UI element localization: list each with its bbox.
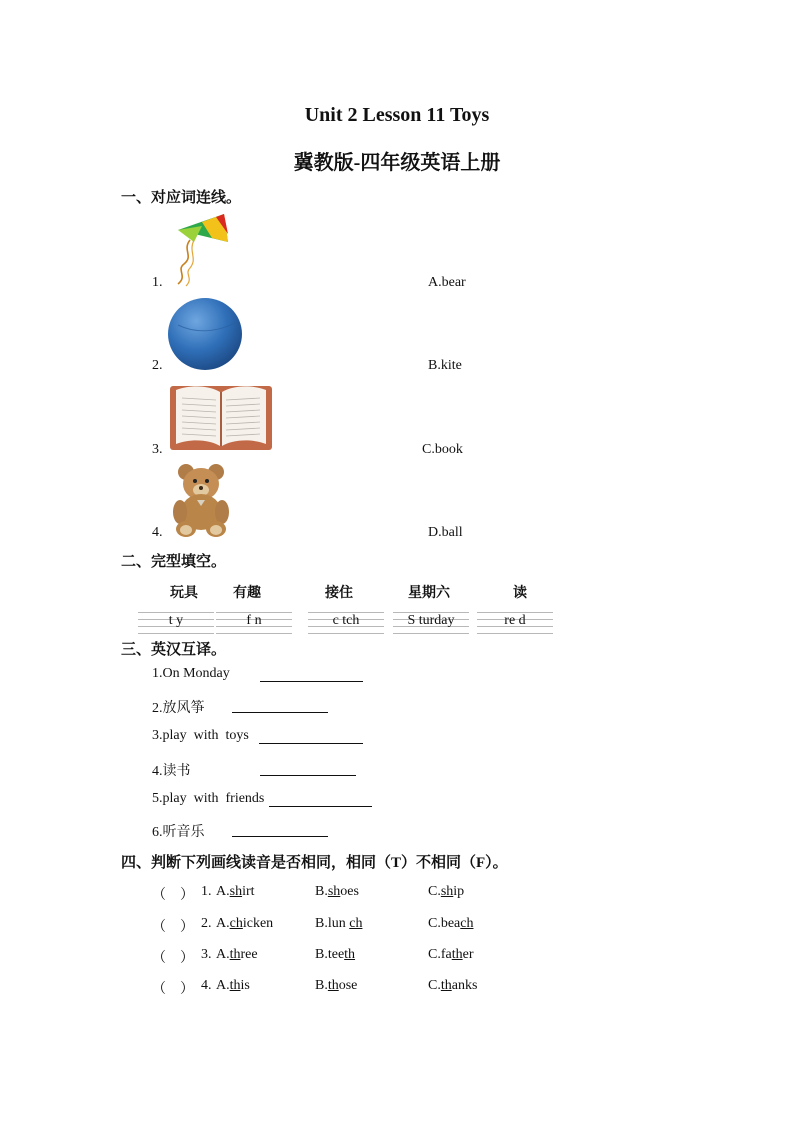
section1-heading: 一、对应词连线。 — [121, 190, 242, 206]
phonics-2-c: C.beach — [428, 916, 474, 931]
phonics-3-c: C.father — [428, 947, 474, 962]
match-number-3: 3. — [152, 442, 163, 457]
phonics-1-a: A.shirt — [216, 884, 255, 899]
answer-paren-2[interactable]: （ ） — [152, 920, 194, 935]
match-number-4: 4. — [152, 525, 163, 540]
cn-word-read: 读 — [513, 586, 527, 601]
ball-icon — [164, 295, 246, 373]
phonics-3-b: B.teeth — [315, 947, 356, 962]
match-option-d: D.ball — [428, 525, 463, 540]
book-icon — [166, 380, 276, 454]
fill-blank-catch[interactable] — [308, 612, 384, 634]
kite-icon — [164, 212, 230, 288]
fill-blank-read-text: re d — [504, 613, 526, 628]
translate-item-3: 3.play with toys — [152, 728, 249, 743]
phonics-number-3: 3. — [201, 947, 212, 962]
phonics-2-b: B.lun ch — [315, 916, 363, 931]
translate-item-6: 6.听音乐 — [152, 825, 205, 840]
fill-blank-fun[interactable] — [216, 612, 292, 634]
match-option-b: B.kite — [428, 358, 462, 373]
phonics-number-4: 4. — [201, 978, 212, 993]
answer-line-5[interactable] — [269, 806, 372, 807]
phonics-number-1: 1. — [201, 884, 212, 899]
section2-heading: 二、完型填空。 — [121, 554, 227, 570]
phonics-4-c: C.thanks — [428, 978, 478, 993]
answer-line-2[interactable] — [232, 712, 328, 713]
phonics-1-c: C.ship — [428, 884, 465, 899]
phonics-4-a: A.this — [216, 978, 250, 993]
document-title: Unit 2 Lesson 11 Toys — [304, 104, 490, 126]
answer-paren-1[interactable]: （ ） — [152, 888, 194, 903]
match-number-1: 1. — [152, 275, 163, 290]
translate-item-4: 4.读书 — [152, 764, 191, 779]
fill-blank-toy[interactable] — [138, 612, 214, 634]
fill-blank-fun-text: f n — [246, 613, 262, 628]
phonics-4-b: B.those — [315, 978, 358, 993]
match-option-a: A.bear — [428, 275, 466, 290]
answer-paren-4[interactable]: （ ） — [152, 982, 194, 997]
fill-blank-saturday-text: S turday — [407, 613, 455, 628]
fill-blank-catch-text: c tch — [332, 613, 360, 628]
match-option-c: C.book — [422, 442, 463, 457]
phonics-3-a: A.three — [216, 947, 258, 962]
answer-line-6[interactable] — [232, 836, 328, 837]
section3-heading: 三、英汉互译。 — [121, 642, 227, 658]
translate-item-5: 5.play with friends — [152, 791, 265, 806]
section4-heading: 四、判断下列画线读音是否相同，相同（T）不相同（F）。 — [121, 855, 508, 871]
cn-word-toy: 玩具 — [170, 586, 198, 601]
document-subtitle: 冀教版-四年级英语上册 — [293, 152, 501, 174]
fill-blank-toy-text: t y — [168, 613, 184, 628]
answer-paren-3[interactable]: （ ） — [152, 951, 194, 966]
teddy-bear-icon — [166, 462, 236, 538]
fill-blank-saturday[interactable] — [393, 612, 469, 634]
answer-line-1[interactable] — [260, 681, 363, 682]
phonics-number-2: 2. — [201, 916, 212, 931]
answer-line-3[interactable] — [259, 743, 363, 744]
phonics-1-b: B.shoes — [315, 884, 359, 899]
cn-word-fun: 有趣 — [233, 586, 261, 601]
fill-blank-read[interactable] — [477, 612, 553, 634]
phonics-2-a: A.chicken — [216, 916, 274, 931]
match-number-2: 2. — [152, 358, 163, 373]
cn-word-saturday: 星期六 — [408, 586, 450, 601]
answer-line-4[interactable] — [260, 775, 356, 776]
cn-word-catch: 接住 — [325, 586, 353, 601]
translate-item-2: 2.放风筝 — [152, 701, 205, 716]
translate-item-1: 1.On Monday — [152, 666, 230, 681]
